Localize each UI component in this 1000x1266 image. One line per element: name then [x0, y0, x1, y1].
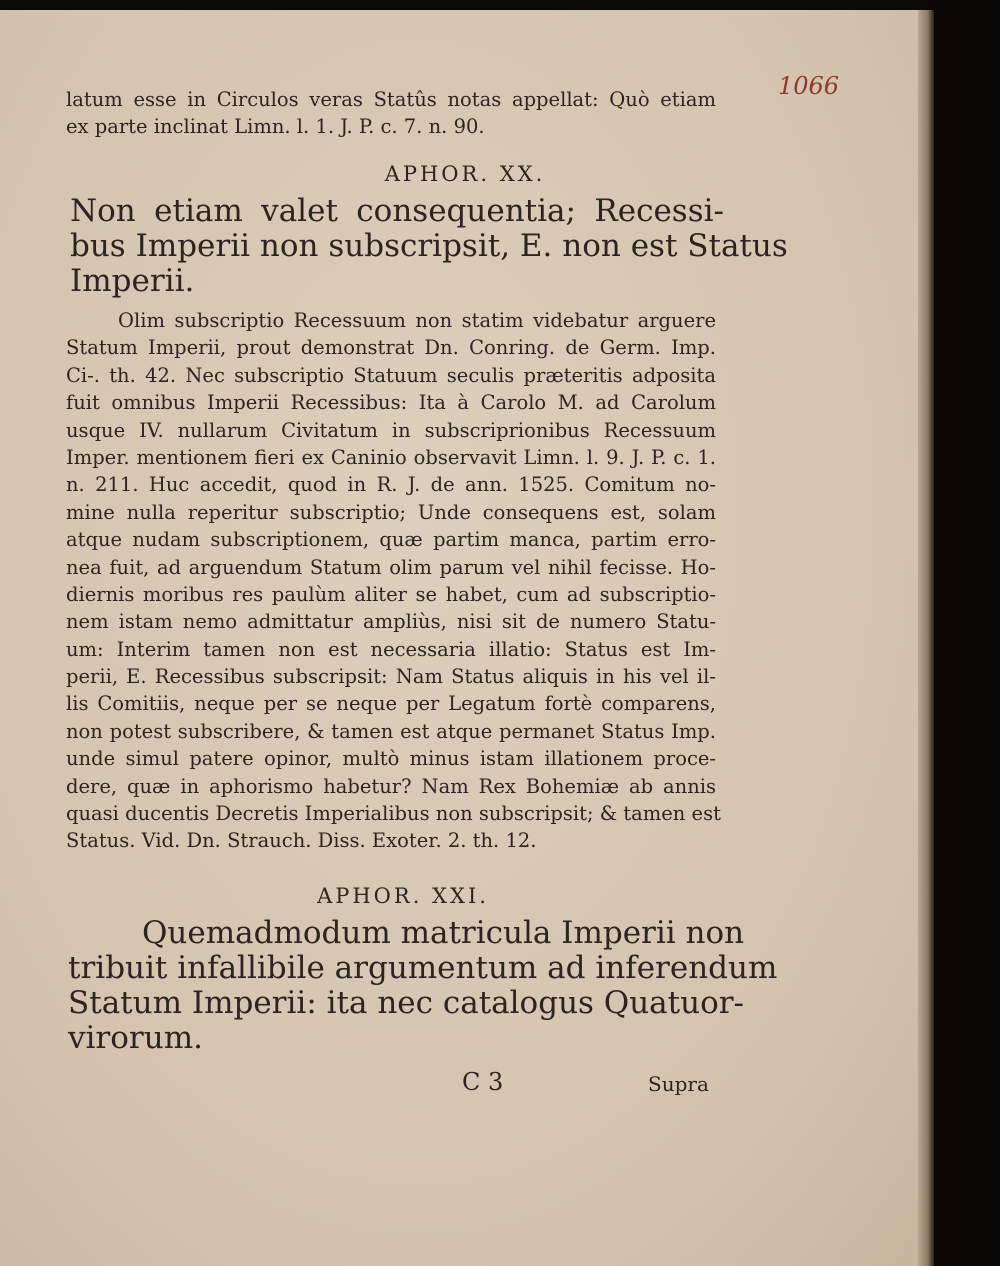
thesis-line: Statum Imperii: ita nec catalogus Quatuor- — [68, 985, 745, 1021]
thesis-line: virorum. — [68, 1020, 203, 1056]
body-line: fuit omnibus Imperii Recessibus: Ita à Carolo M. ad Carolum — [66, 391, 716, 415]
body-line: Status. Vid. Dn. Strauch. Diss. Exoter. 2. th. 12. — [66, 829, 537, 853]
body-line: mine nulla reperitur subscriptio; Unde consequens est, solam — [66, 500, 716, 524]
body-line: n. 211. Huc accedit, quod in R. J. de ann. 1525. Comitum no- — [66, 473, 716, 497]
aphorism-20-thesis — [70, 193, 788, 299]
aphorism-20-heading: APHOR. XX. — [384, 162, 546, 186]
body-line: usque IV. nullarum Civitatum in subscriprionibus Recessuum — [66, 418, 716, 442]
signature-mark: C 3 — [462, 1068, 504, 1096]
body-line: Olim subscriptio Recessuum non statim videbatur arguere — [118, 309, 716, 332]
body-line: atque nudam subscriptionem, quæ partim manca, partim erro- — [66, 528, 716, 552]
aphorism-20-body — [66, 307, 721, 855]
body-line: unde simul patere opinor, multò minus istam illationem proce- — [66, 747, 716, 771]
body-line: non potest subscribere, & tamen est atque permanet Status Imp. — [66, 719, 716, 743]
aphorism-21-thesis — [68, 915, 778, 1056]
thesis-line: bus Imperii non subscripsit, E. non est Status — [70, 228, 788, 264]
body-line: nea fuit, ad arguendum Statum olim parum vel nihil fecisse. Ho- — [66, 555, 716, 579]
body-line: quasi ducentis Decretis Imperialibus non subscripsit; & tamen est — [66, 802, 721, 826]
body-line: Imper. mentionem fieri ex Caninio observavit Limn. l. 9. J. P. c. 1. — [66, 445, 716, 469]
page-edge — [918, 10, 934, 1266]
thesis-line: tribuit infallibile argumentum ad inferendum — [68, 950, 778, 986]
catchword: Supra — [648, 1072, 709, 1096]
body-line: Statum Imperii, prout demonstrat Dn. Conring. de Germ. Imp. — [66, 336, 716, 360]
body-line: lis Comitiis, neque per se neque per Legatum fortè comparens, — [66, 692, 716, 716]
body-line: perii, E. Recessibus subscripsit: Nam Status aliquis in his vel il- — [66, 665, 716, 689]
thesis-line: Non etiam valet consequentia; Recessi- — [70, 193, 724, 229]
text-line: ex parte inclinat Limn. l. 1. J. P. c. 7. n. 90. — [66, 115, 485, 139]
body-line: diernis moribus res paulùm aliter se habet, cum ad subscriptio- — [66, 582, 716, 606]
top-text-block — [66, 86, 716, 141]
aphorism-21-heading: APHOR. XXI. — [317, 884, 489, 908]
thesis-line: Imperii. — [70, 263, 195, 299]
thesis-line: Quemadmodum matricula Imperii non — [142, 915, 745, 951]
body-line: Ci-. th. 42. Nec subscriptio Statuum seculis præteritis adposita — [66, 363, 716, 387]
book-page — [0, 10, 930, 1266]
body-line: dere, quæ in aphorismo habetur? Nam Rex Bohemiæ ab annis — [66, 774, 716, 798]
handwritten-page-number: 1066 — [778, 72, 840, 100]
text-line: latum esse in Circulos veras Statûs notas appellat: Quò etiam — [66, 88, 716, 111]
body-line: nem istam nemo admittatur ampliùs, nisi sit de numero Statu- — [66, 610, 716, 634]
body-line: um: Interim tamen non est necessaria illatio: Status est Im- — [66, 637, 716, 661]
background-shadow — [934, 0, 1000, 1266]
